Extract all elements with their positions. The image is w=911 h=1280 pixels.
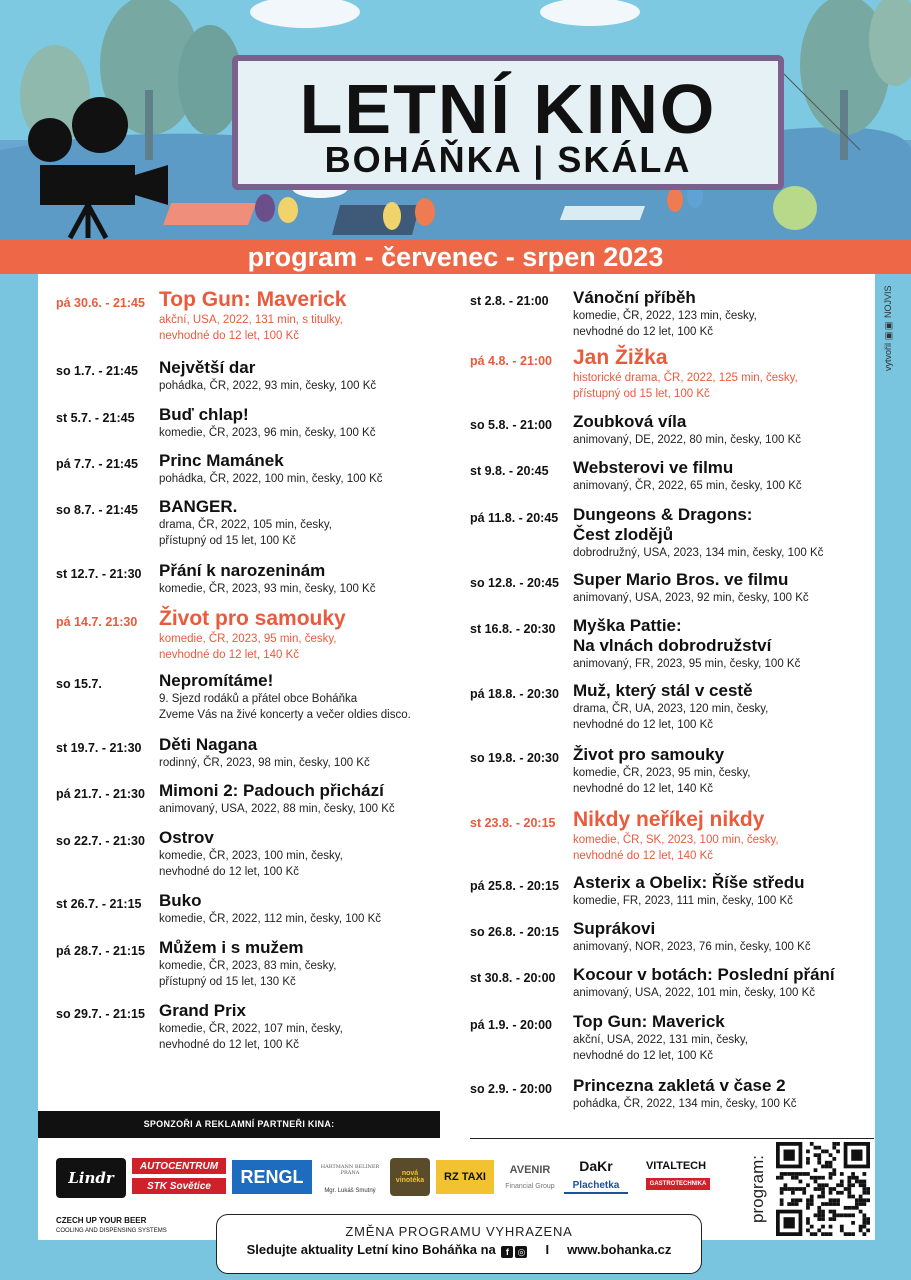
- film-title: Super Mario Bros. ve filmu: [573, 570, 789, 589]
- screening-date: so 2.9. - 20:00: [470, 1082, 552, 1096]
- film-info: [573, 1076, 873, 1112]
- film-details: rodinný, ČR, 2023, 98 min, česky, 100 Kč: [159, 757, 370, 769]
- website-link[interactable]: www.bohanka.cz: [567, 1242, 672, 1257]
- screening-date: st 2.8. - 21:00: [470, 294, 549, 308]
- film-info: [573, 570, 873, 606]
- film-info: [573, 458, 873, 494]
- header-scene: [0, 0, 911, 240]
- film-title: Asterix a Obelix: Říše středu: [573, 873, 805, 892]
- film-info: [573, 808, 873, 864]
- film-title: Princezna zakletá v čase 2: [573, 1076, 786, 1095]
- film-title: Můžem i s mužem: [159, 938, 304, 957]
- film-info: [159, 405, 449, 441]
- film-title: Suprákovi: [573, 919, 656, 938]
- film-details: drama, ČR, 2022, 105 min, česky, přístupný od 15 let, 100 Kč: [159, 519, 332, 547]
- slogan-subtext: COOLING AND DISPENSING SYSTEMS: [56, 1228, 167, 1234]
- sponsor-logo-autocentrum: AUTOCENTRUM: [132, 1158, 226, 1174]
- film-details: komedie, ČR, 2022, 107 min, česky, nevhodné do 12 let, 100 Kč: [159, 1023, 343, 1051]
- film-info: [159, 358, 449, 394]
- film-title: Websterovi ve filmu: [573, 458, 734, 477]
- film-details: animovaný, DE, 2022, 80 min, česky, 100 Kč: [573, 434, 801, 446]
- slogan-text: CZECH UP YOUR BEER: [56, 1216, 147, 1225]
- film-title: Dungeons & Dragons: Čest zlodějů: [573, 505, 753, 544]
- follow-line: [217, 1242, 701, 1258]
- film-info: [573, 346, 873, 402]
- sponsor-logo-vitaltech: VITALTECH: [645, 1160, 707, 1172]
- screening-date: pá 4.8. - 21:00: [470, 354, 552, 368]
- film-title: BANGER.: [159, 497, 238, 516]
- screening-date: so 12.8. - 20:45: [470, 576, 559, 590]
- page-title: LETNÍ KINO: [299, 70, 717, 148]
- film-title: Top Gun: Maverick: [159, 288, 347, 311]
- film-title: Buď chlap!: [159, 405, 249, 424]
- film-details: animovaný, USA, 2022, 101 min, česky, 100 Kč: [573, 987, 816, 999]
- program-banner: program - červenec - srpen 2023: [0, 240, 911, 274]
- film-details: komedie, ČR, 2023, 93 min, česky, 100 Kč: [159, 583, 376, 595]
- sponsor-logo-hartmann: HARTMANN BELINER PRÁNA: [320, 1164, 380, 1176]
- film-title: Přání k narozeninám: [159, 561, 326, 580]
- film-title: Život pro samouky: [159, 607, 346, 630]
- screening-date: so 22.7. - 21:30: [56, 834, 145, 848]
- screening-date: st 16.8. - 20:30: [470, 622, 556, 636]
- screening-date: so 19.8. - 20:30: [470, 751, 559, 765]
- screening-date: pá 7.7. - 21:45: [56, 457, 138, 471]
- film-details: akční, USA, 2022, 131 min, česky, nevhodné do 12 let, 100 Kč: [573, 1034, 748, 1062]
- film-details: komedie, ČR, 2023, 100 min, česky, nevhodné do 12 let, 100 Kč: [159, 850, 343, 878]
- film-title: Kocour v botách: Poslední přání: [573, 965, 835, 984]
- film-title: Vánoční příběh: [573, 288, 696, 307]
- film-title: Grand Prix: [159, 1001, 246, 1020]
- film-info: [573, 505, 873, 561]
- screening-date: st 30.8. - 20:00: [470, 971, 556, 985]
- screening-date: st 12.7. - 21:30: [56, 567, 142, 581]
- sponsor-logo-stk: STK Sovětice: [132, 1178, 226, 1194]
- screening-date: st 9.8. - 20:45: [470, 464, 549, 478]
- film-details: animovaný, USA, 2023, 92 min, česky, 100 Kč: [573, 592, 809, 604]
- film-info: [573, 412, 873, 448]
- sponsor-slogan: [56, 1216, 167, 1236]
- film-title: Nikdy neříkej nikdy: [573, 808, 765, 831]
- film-title: Mimoni 2: Padouch přichází: [159, 781, 384, 800]
- screening-date: so 8.7. - 21:45: [56, 503, 138, 517]
- film-details: komedie, ČR, 2023, 95 min, česky, nevhodné do 12 let, 140 Kč: [573, 767, 751, 795]
- film-info: [159, 781, 449, 817]
- sponsor-logo-gastrotechnika: GASTROTECHNIKA: [646, 1178, 710, 1190]
- film-info: [573, 873, 873, 909]
- film-details: animovaný, USA, 2022, 88 min, česky, 100 Kč: [159, 803, 395, 815]
- screening-date: st 26.7. - 21:15: [56, 897, 142, 911]
- qr-label: program:: [748, 1154, 767, 1224]
- film-info: [159, 561, 449, 597]
- screening-date: pá 21.7. - 21:30: [56, 787, 145, 801]
- film-title: Jan Žižka: [573, 346, 668, 369]
- screening-date: pá 30.6. - 21:45: [56, 296, 145, 310]
- film-info: [159, 607, 449, 663]
- film-title: Děti Nagana: [159, 735, 258, 754]
- film-details: komedie, FR, 2023, 111 min, česky, 100 Kč: [573, 895, 793, 907]
- film-title: Nepromítáme!: [159, 671, 274, 690]
- film-details: komedie, ČR, 2022, 112 min, česky, 100 Kč: [159, 913, 382, 925]
- film-details: komedie, ČR, 2023, 83 min, česky, přístupný od 15 let, 130 Kč: [159, 960, 337, 988]
- screening-date: pá 25.8. - 20:15: [470, 879, 559, 893]
- film-details: pohádka, ČR, 2022, 93 min, česky, 100 Kč: [159, 380, 377, 392]
- screening-date: so 26.8. - 20:15: [470, 925, 559, 939]
- sponsor-logo-avenir: AVENIR: [509, 1164, 551, 1176]
- sponsor-logo-rengl: RENGL: [232, 1160, 312, 1194]
- screening-date: pá 11.8. - 20:45: [470, 511, 559, 525]
- film-title: Myška Pattie: Na vlnách dobrodružství: [573, 616, 772, 655]
- film-title: Největší dar: [159, 358, 256, 377]
- film-info: [573, 965, 873, 1001]
- sponsor-logo-dakr: DaKr: [579, 1158, 613, 1174]
- facebook-icon[interactable]: f: [501, 1246, 513, 1258]
- film-title: Život pro samouky: [573, 745, 725, 764]
- film-info: [159, 497, 449, 549]
- film-title: Top Gun: Maverick: [573, 1012, 725, 1031]
- screen-title-board: [232, 55, 784, 190]
- instagram-icon[interactable]: ◎: [515, 1246, 527, 1258]
- screening-date: st 5.7. - 21:45: [56, 411, 135, 425]
- sponsor-logo-vinoteka: nová vinotéka: [390, 1158, 430, 1196]
- film-details: pohádka, ČR, 2022, 134 min, česky, 100 Kč: [573, 1098, 797, 1110]
- footer-separator: I: [545, 1242, 550, 1257]
- film-details: dobrodružný, USA, 2023, 134 min, česky, 100 Kč: [573, 547, 824, 559]
- film-details: pohádka, ČR, 2022, 100 min, česky, 100 Kč: [159, 473, 383, 485]
- film-title: Muž, který stál v cestě: [573, 681, 753, 700]
- film-details: komedie, ČR, 2023, 95 min, česky, nevhodné do 12 let, 140 Kč: [159, 633, 337, 661]
- film-info: [159, 1001, 449, 1053]
- film-info: [159, 451, 449, 487]
- sponsors-heading: SPONZOŘI A REKLAMNÍ PARTNEŘI KINA:: [38, 1111, 440, 1138]
- page-subtitle: BOHÁŇKA | SKÁLA: [324, 139, 692, 180]
- film-details: komedie, ČR, 2023, 96 min, česky, 100 Kč: [159, 427, 376, 439]
- follow-text: Sledujte aktuality Letní kino Boháňka na: [246, 1242, 496, 1257]
- film-info: [573, 745, 873, 797]
- author-credit: vytvořil ▣▣ NOJVIS: [883, 285, 893, 371]
- film-title: Ostrov: [159, 828, 214, 847]
- screening-date: st 19.7. - 21:30: [56, 741, 142, 755]
- film-info: [573, 1012, 873, 1064]
- program-change-notice: ZMĚNA PROGRAMU VYHRAZENA: [345, 1224, 573, 1239]
- screening-date: pá 14.7. 21:30: [56, 615, 138, 629]
- film-details: drama, ČR, UA, 2023, 120 min, česky, nevhodné do 12 let, 100 Kč: [573, 703, 769, 731]
- screening-date: pá 1.9. - 20:00: [470, 1018, 552, 1032]
- film-info: [159, 671, 449, 723]
- screening-date: so 15.7.: [56, 677, 102, 691]
- film-details: animovaný, FR, 2023, 95 min, česky, 100 Kč: [573, 658, 801, 670]
- film-info: [159, 938, 449, 990]
- film-details: historické drama, ČR, 2022, 125 min, česky, přístupný od 15 let, 100 Kč: [573, 372, 798, 400]
- screening-date: so 1.7. - 21:45: [56, 364, 138, 378]
- film-title: Buko: [159, 891, 202, 910]
- film-info: [573, 288, 873, 340]
- film-details: animovaný, ČR, 2022, 65 min, česky, 100 Kč: [573, 480, 802, 492]
- film-info: [159, 891, 449, 927]
- sponsors-divider: [470, 1138, 874, 1139]
- screening-date: st 23.8. - 20:15: [470, 816, 556, 830]
- sponsor-logos: [56, 1156, 726, 1202]
- film-details: akční, USA, 2022, 131 min, s titulky, nevhodné do 12 let, 100 Kč: [159, 314, 343, 342]
- film-info: [159, 828, 449, 880]
- sponsor-logo-rz-taxi: RZ TAXI: [436, 1160, 494, 1194]
- sponsor-logo-lindr: Lindr: [56, 1158, 126, 1198]
- film-details: 9. Sjezd rodáků a přátel obce Boháňka Zveme Vás na živé koncerty a večer oldies disco.: [159, 693, 411, 721]
- film-details: komedie, ČR, 2022, 123 min, česky, nevhodné do 12 let, 100 Kč: [573, 310, 757, 338]
- screening-date: so 29.7. - 21:15: [56, 1007, 145, 1021]
- sponsor-logo-avenir-sub: Financial Group: [505, 1182, 555, 1190]
- film-info: [159, 735, 449, 771]
- sponsor-logo-plachetka: Plachetka: [564, 1178, 628, 1194]
- film-info: [573, 616, 873, 672]
- screening-date: pá 18.8. - 20:30: [470, 687, 559, 701]
- footer-box: [216, 1214, 702, 1274]
- film-details: animovaný, NOR, 2023, 76 min, česky, 100 Kč: [573, 941, 811, 953]
- film-info: [573, 681, 873, 733]
- screening-date: pá 28.7. - 21:15: [56, 944, 145, 958]
- film-details: komedie, ČR, SK, 2023, 100 min, česky, nevhodné do 12 let, 140 Kč: [573, 834, 779, 862]
- film-info: [573, 919, 873, 955]
- sponsor-logo-smutny: Mgr. Lukáš Smutný: [324, 1188, 376, 1194]
- film-title: Princ Mamánek: [159, 451, 284, 470]
- qr-code[interactable]: [776, 1142, 870, 1236]
- film-info: [159, 288, 449, 344]
- film-title: Zoubková víla: [573, 412, 687, 431]
- screening-date: so 5.8. - 21:00: [470, 418, 552, 432]
